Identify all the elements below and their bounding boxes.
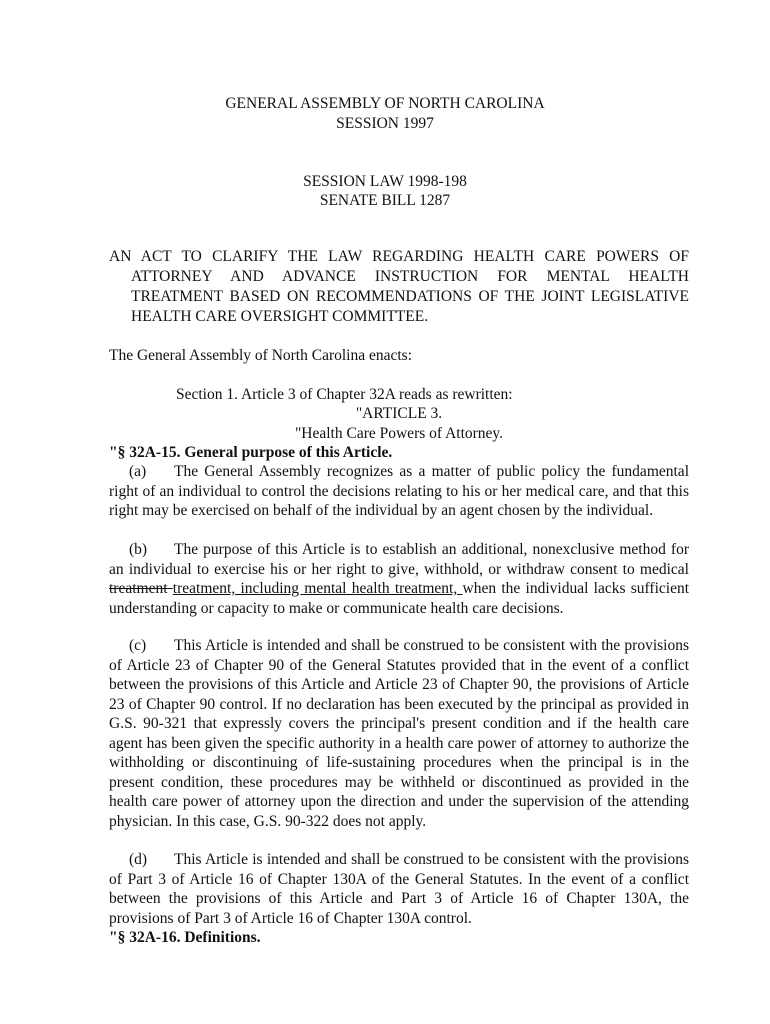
session-heading: SESSION 1997	[336, 115, 434, 132]
subsection-b-label: (b)	[129, 541, 148, 558]
section1-intro: Section 1. Article 3 of Chapter 32A reads as rewritten:	[176, 386, 513, 403]
bill-heading: SENATE BILL 1287	[319, 192, 451, 209]
enacting-clause: The General Assembly of North Carolina enacts:	[109, 347, 413, 364]
act-title: AN ACT TO CLARIFY THE LAW REGARDING HEALTH CARE POWERS OF ATTORNEY AND ADVANCE INSTRUCTION FOR MENTAL HEALTH TREATMENT BASED ON RECOMMENDATIONS OF THE JOINT LEGISLATIVE HEALTH CARE OVERSIGHT COMMITTEE.	[109, 248, 689, 325]
sec15-subsection-d	[109, 850, 689, 928]
subsection-b-text-2: when the individual lacks sufficient understanding or capacity to make or communicate health care decisions.	[109, 580, 690, 617]
sec15-subsection-a	[109, 462, 689, 521]
assembly-heading: GENERAL ASSEMBLY OF NORTH CAROLINA	[225, 95, 545, 112]
subsection-a-label: (a)	[129, 463, 147, 480]
sec15-subsection-c	[109, 636, 689, 831]
subsection-d-label: (d)	[129, 851, 148, 868]
session-law-heading: SESSION LAW 1998-198	[303, 173, 467, 190]
subsection-b-text-1: The purpose of this Article is to establish an additional, nonexclusive method for an individual to exercise his or her right to give, withhold, or withdraw consent to medical	[109, 541, 689, 578]
subsection-d-text: This Article is intended and shall be construed to be consistent with the provisions of Part 3 of Article 16 of Chapter 130A of the General Statutes. In the event of a conflict between the provisions of this Article and Part 3 of Article 16 of Chapter 130A, the provisions of Part 3 of Article 16 of Chapter 130A control.	[109, 851, 689, 927]
subsection-c-text: This Article is intended and shall be construed to be consistent with the provisions of Article 23 of Chapter 90 of the General Statutes provided that in the event of a conflict between the provisions of this Article and Article 23 of Chapter 90, the provisions of Article 23 of Chapter 90 control. If no declaration has been executed by the principal as provided in G.S. 90-321 that expressly covers the principal's present condition and if the health care agent has been given the specific authority in a health care power of attorney to authorize the withholding or discontinuing of life-sustaining procedures when the principal is in the present condition, these procedures may be withheld or discontinued as provided in the health care power of attorney upon the direction and under the supervision of the attending physician. In this case, G.S. 90-322 does not apply.	[109, 637, 689, 830]
inserted-text: treatment, including mental health treatment,	[172, 580, 463, 597]
deleted-text: treatment	[109, 580, 173, 597]
article-label: "ARTICLE 3.	[355, 405, 443, 422]
sec15-heading: "§ 32A-15. General purpose of this Article.	[109, 444, 393, 461]
sec15-subsection-b	[109, 540, 689, 618]
subsection-a-text: The General Assembly recognizes as a matter of public policy the fundamental right of an individual to control the decisions relating to his or her medical care, and that this right may be exercised on behalf of the individual by an agent chosen by the individual.	[109, 463, 689, 519]
sec16-heading: "§ 32A-16. Definitions.	[109, 929, 261, 946]
article-title: "Health Care Powers of Attorney.	[294, 425, 504, 442]
subsection-c-label: (c)	[129, 637, 147, 654]
